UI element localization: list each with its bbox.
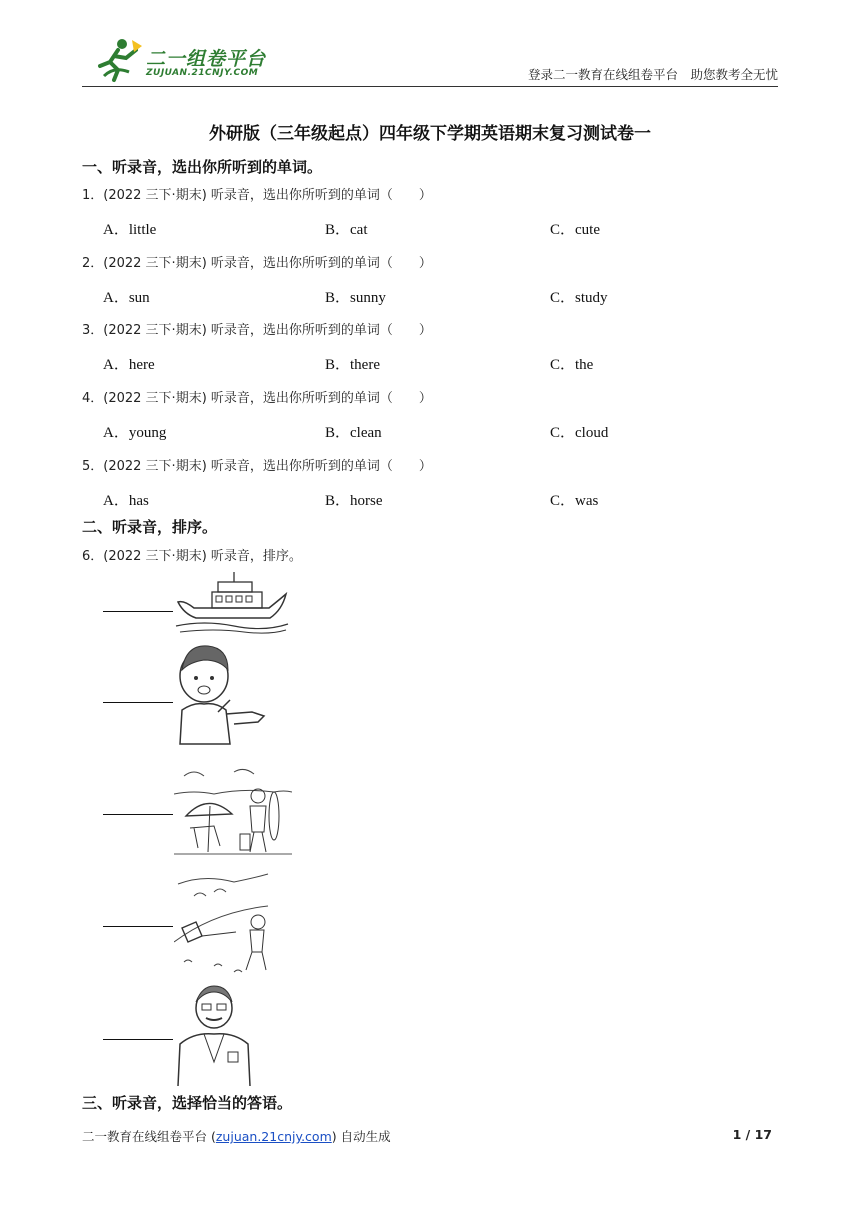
option-a[interactable]: A．has [103,493,149,509]
footer-prefix: 二一教育在线组卷平台 ( [82,1129,216,1144]
beach-picture [174,766,292,856]
answer-blank[interactable] [103,814,173,815]
logo-text: 二一组卷平台 [146,48,267,70]
logo-url-text: ZUJUAN.21CNJY.COM [146,68,259,78]
section-heading: 三、听录音，选择恰当的答语。 [82,1094,293,1112]
grandpa-picture [174,982,254,1086]
option-a[interactable]: A．sun [103,290,150,306]
option-c[interactable]: C．study [550,290,608,306]
answer-blank[interactable] [103,1039,173,1040]
option-a[interactable]: A．little [103,222,157,238]
boy-talking-picture [174,640,269,748]
page-number: 1 / 17 [732,1127,772,1142]
option-c[interactable]: C．cloud [550,425,609,441]
option-b[interactable]: B．sunny [325,290,386,306]
boat-picture [174,570,289,636]
page-title: 外研版（三年级起点）四年级下学期英语期末复习测试卷一 [209,124,651,144]
question-stem: 1．(2022 三下·期末) 听录音，选出你所听到的单词（ ） [82,188,432,203]
header-slogan: 登录二一教育在线组卷平台 助您教考全无忧 [527,67,778,82]
header-divider [82,86,778,87]
footer-source [82,1127,391,1145]
option-c[interactable]: C．the [550,357,594,373]
answer-blank[interactable] [103,702,173,703]
question-stem: 5．(2022 三下·期末) 听录音，选出你所听到的单词（ ） [82,459,432,474]
question-stem: 6．(2022 三下·期末) 听录音，排序。 [82,549,302,564]
runner-logo-icon [84,36,144,84]
option-b[interactable]: B．clean [325,425,382,441]
option-c[interactable]: C．cute [550,222,600,238]
option-c[interactable]: C．was [550,493,599,509]
answer-blank[interactable] [103,611,173,612]
footer-link[interactable]: zujuan.21cnjy.com [215,1129,332,1144]
option-b[interactable]: B．there [325,357,380,373]
section-heading: 一、听录音，选出你所听到的单词。 [82,158,323,176]
question-stem: 3．(2022 三下·期末) 听录音，选出你所听到的单词（ ） [82,323,432,338]
answer-blank[interactable] [103,926,173,927]
footer-suffix: ) 自动生成 [331,1129,391,1144]
question-stem: 4．(2022 三下·期末) 听录音，选出你所听到的单词（ ） [82,391,432,406]
option-a[interactable]: A．here [103,357,155,373]
option-a[interactable]: A．young [103,425,167,441]
kite-picture [174,872,270,976]
section-heading: 二、听录音，排序。 [82,518,218,536]
question-stem: 2．(2022 三下·期末) 听录音，选出你所听到的单词（ ） [82,256,432,271]
option-b[interactable]: B．horse [325,493,383,509]
option-b[interactable]: B．cat [325,222,368,238]
